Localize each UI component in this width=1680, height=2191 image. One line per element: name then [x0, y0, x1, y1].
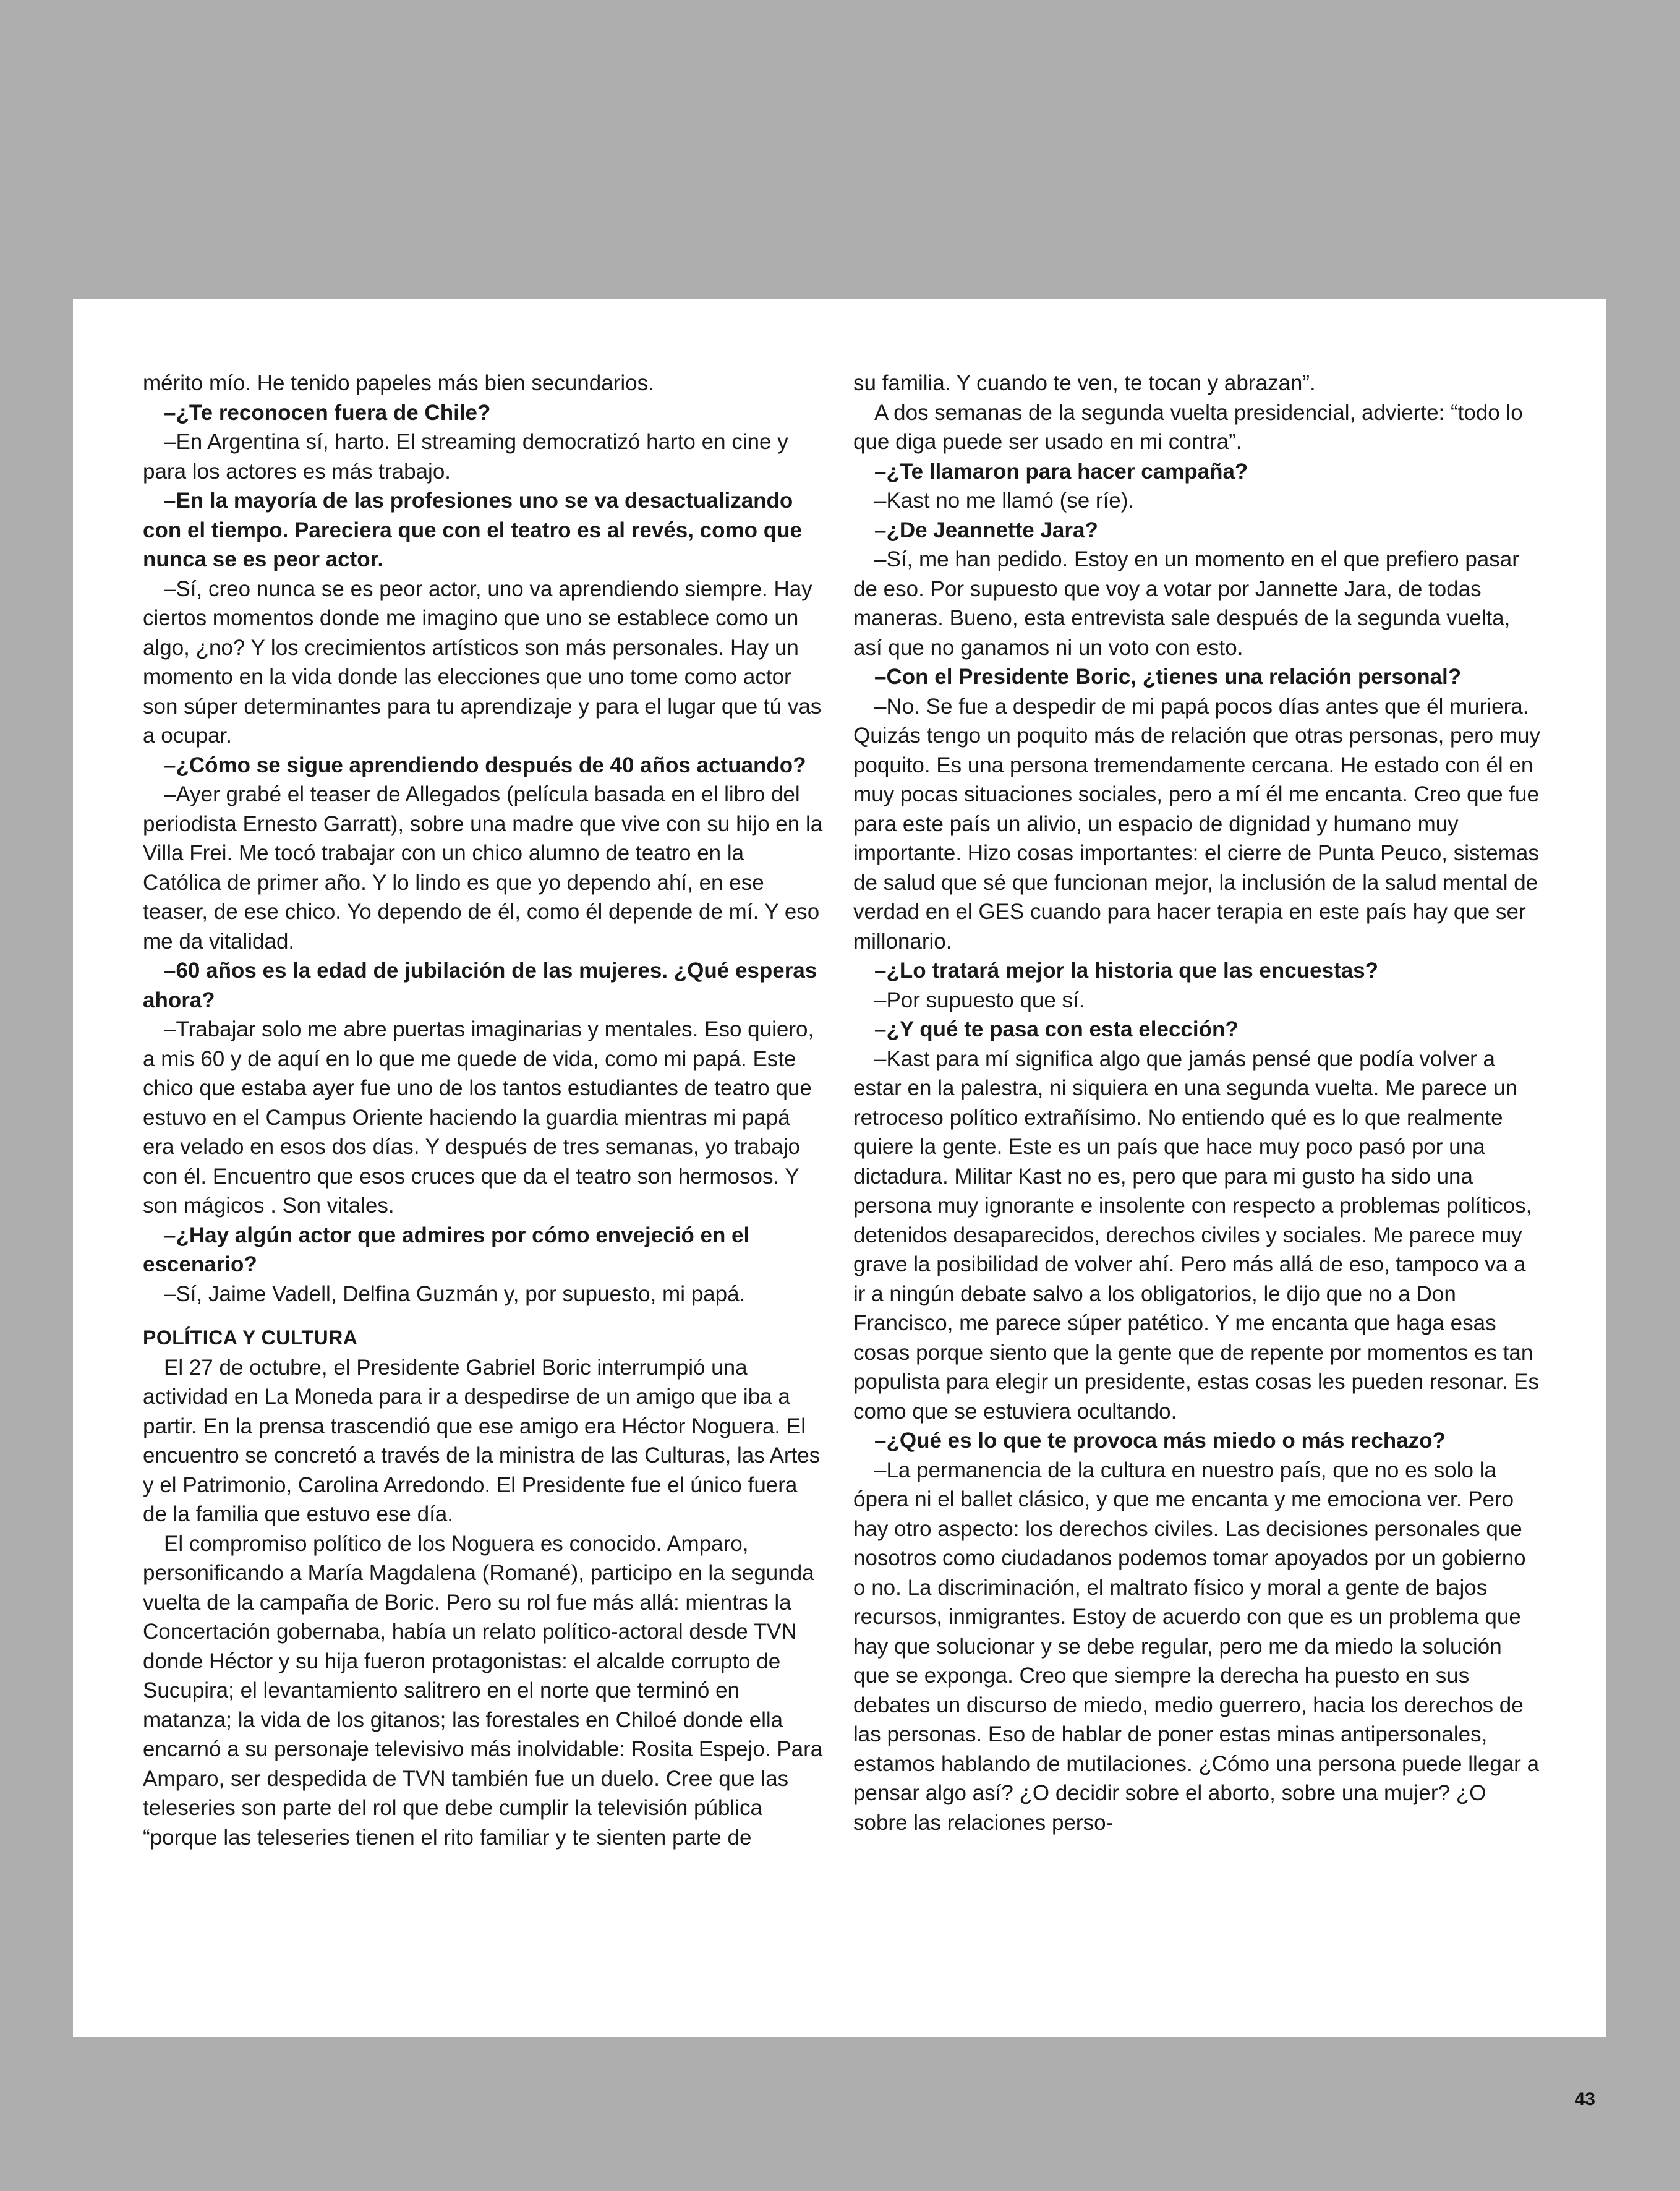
- answer-paragraph: mérito mío. He tenido papeles más bien secundarios.: [143, 371, 654, 395]
- answer-paragraph: –Trabajar solo me abre puertas imaginarias y mentales. Eso quiero, a mis 60 y de aquí en lo que me quede de vida, como mi papá. Este chico que estaba ayer fue uno de los tantos estudiantes de teatro que estuvo en el Campus Oriente haciendo la guardia mientras mi papá era velado en esos dos días. Y después de tres semanas, yo trabajo con él. Encuentro que esos cruces que da el teatro son hermosos. Y son mágicos . Son vitales.: [143, 1017, 814, 1218]
- body-paragraph: A dos semanas de la segunda vuelta presidencial, advierte: “todo lo que diga puede ser usado en mi contra”.: [853, 400, 1523, 454]
- body-paragraph: su familia. Y cuando te ven, te tocan y abrazan”.: [853, 371, 1316, 395]
- interview-question: –¿Hay algún actor que admires por cómo envejeció en el escenario?: [143, 1223, 750, 1276]
- left-column: [143, 369, 826, 1852]
- interview-question: –¿Y qué te pasa con esta elección?: [874, 1017, 1239, 1041]
- section-heading: POLÍTICA Y CULTURA: [143, 1326, 358, 1349]
- answer-paragraph: –Ayer grabé el teaser de Allegados (película basada en el libro del periodista Ernesto Garratt), sobre una madre que vive con su hijo en la Villa Frei. Me tocó trabajar con un chico alumno de teatro en la Católica de primer año. Y lo lindo es que yo dependo ahí, en ese teaser, de ese chico. Yo dependo de él, como él depende de mí. Y eso me da vitalidad.: [143, 782, 823, 954]
- answer-paragraph: –Sí, me han pedido. Estoy en un momento en el que prefiero pasar de eso. Por supuesto que voy a votar por Jannette Jara, de todas maneras. Bueno, esta entrevista sale después de la segunda vuelta, así que no ganamos ni un voto con esto.: [853, 547, 1519, 660]
- body-paragraph: El compromiso político de los Noguera es conocido. Amparo, personificando a María Magdalena (Romané), participo en la segunda vuelta de la campaña de Boric. Pero su rol fue más allá: mientras la Concertación gobernaba, había un relato político-actoral desde TVN donde Héctor y su hija fueron protagonistas: el alcalde corrupto de Sucupira; el levantamiento salitrero en el norte que terminó en matanza; la vida de los gitanos; las forestales en Chiloé donde ella encarnó a su personaje televisivo más inolvidable: Rosita Espejo. Para Amparo, ser despedida de TVN también fue un duelo. Cree que las teleseries son parte del rol que debe cumplir la televisión pública “porque las teleseries tienen el rito familiar y te sienten parte de: [143, 1531, 823, 1850]
- interview-question: –60 años es la edad de jubilación de las mujeres. ¿Qué esperas ahora?: [143, 959, 817, 1012]
- interview-question: –Con el Presidente Boric, ¿tienes una relación personal?: [874, 665, 1462, 689]
- answer-paragraph: –Sí, creo nunca se es peor actor, uno va aprendiendo siempre. Hay ciertos momentos donde me imagino que uno se establece como un algo, ¿no? Y los crecimientos artísticos son más personales. Hay un momento en la vida donde las elecciones que uno tome como actor son súper determinantes para tu aprendizaje y para el lugar que tú vas a ocupar.: [143, 576, 822, 748]
- answer-paragraph: –No. Se fue a despedir de mi papá pocos días antes que él muriera. Quizás tengo un poquito más de relación que otras personas, pero muy poquito. Es una persona tremendamente cercana. He estado con él en muy pocas situaciones sociales, pero a mí él me encanta. Creo que fue para este país un alivio, un espacio de dignidad y humano muy importante. Hizo cosas importantes: el cierre de Punta Peuco, sistemas de salud que sé que funcionan mejor, la inclusión de la salud mental de verdad en el GES cuando para hacer terapia en este país hay que ser millonario.: [853, 694, 1540, 954]
- interview-question: –En la mayoría de las profesiones uno se va desactualizando con el tiempo. Pareciera que con el teatro es al revés, como que nunca se es peor actor.: [143, 489, 802, 571]
- body-paragraph: El 27 de octubre, el Presidente Gabriel Boric interrumpió una actividad en La Moneda para ir a despedirse de un amigo que iba a partir. En la prensa trascendió que ese amigo era Héctor Noguera. El encuentro se concretó a través de la ministra de las Culturas, las Artes y el Patrimonio, Carolina Arredondo. El Presidente fue el único fuera de la familia que estuvo ese día.: [143, 1355, 821, 1526]
- interview-question: –¿Te llamaron para hacer campaña?: [874, 459, 1248, 484]
- interview-question: –¿Qué es lo que te provoca más miedo o más rechazo?: [874, 1429, 1446, 1453]
- right-column: [853, 369, 1543, 1837]
- answer-paragraph: –Kast no me llamó (se ríe).: [874, 489, 1135, 513]
- interview-question: –¿Te reconocen fuera de Chile?: [164, 400, 491, 425]
- answer-paragraph: –Sí, Jaime Vadell, Delfina Guzmán y, por supuesto, mi papá.: [164, 1281, 746, 1306]
- magazine-page: [73, 299, 1606, 2037]
- page-number: 43: [1574, 2089, 1595, 2109]
- answer-paragraph: –Kast para mí significa algo que jamás pensé que podía volver a estar en la palestra, ni siquiera en una segunda vuelta. Me parece un retroceso político extrañísimo. No entiendo qué es lo que realmente quiere la gente. Este es un país que hace muy poco pasó por una dictadura. Militar Kast no es, pero que para mi gusto ha sido una persona muy ignorante e insolente con respecto a problemas políticos, detenidos desaparecidos, derechos civiles y sociales. Me parece muy grave la posibilidad de volver ahí. Pero más allá de eso, tampoco va a ir a ningún debate salvo a los obligatorios, le dijo que no a Don Francisco, me parece súper patético. Y me encanta que haga esas cosas porque siento que la gente que de repente por momentos es tan populista para elegir un presidente, estas cosas les pueden resonar. Es como que se estuviera ocultando.: [853, 1046, 1540, 1424]
- answer-paragraph: –La permanencia de la cultura en nuestro país, que no es solo la ópera ni el ballet clásico, y que me encanta y me emociona ver. Pero hay otro aspecto: los derechos civiles. Las decisiones personales que nosotros como ciudadanos podemos tomar apoyados por un gobierno o no. La discriminación, el maltrato físico y moral a gente de bajos recursos, inmigrantes. Estoy de acuerdo con que es un problema que hay que solucionar y se debe regular, pero me da miedo la solución que se exponga. Creo que siempre la derecha ha puesto en sus debates un discurso de miedo, medio guerrero, hacia los derechos de las personas. Eso de hablar de poner estas minas antipersonales, estamos hablando de mutilaciones. ¿Cómo una persona puede llegar a pensar algo así? ¿O decidir sobre el aborto, sobre una mujer? ¿O sobre las relaciones perso-: [853, 1458, 1540, 1835]
- answer-paragraph: –En Argentina sí, harto. El streaming democratizó harto en cine y para los actores es más trabajo.: [143, 430, 788, 484]
- interview-question: –¿Cómo se sigue aprendiendo después de 40 años actuando?: [164, 753, 806, 777]
- interview-question: –¿Lo tratará mejor la historia que las encuestas?: [874, 959, 1378, 983]
- answer-paragraph: –Por supuesto que sí.: [874, 988, 1085, 1012]
- interview-question: –¿De Jeannette Jara?: [874, 518, 1098, 542]
